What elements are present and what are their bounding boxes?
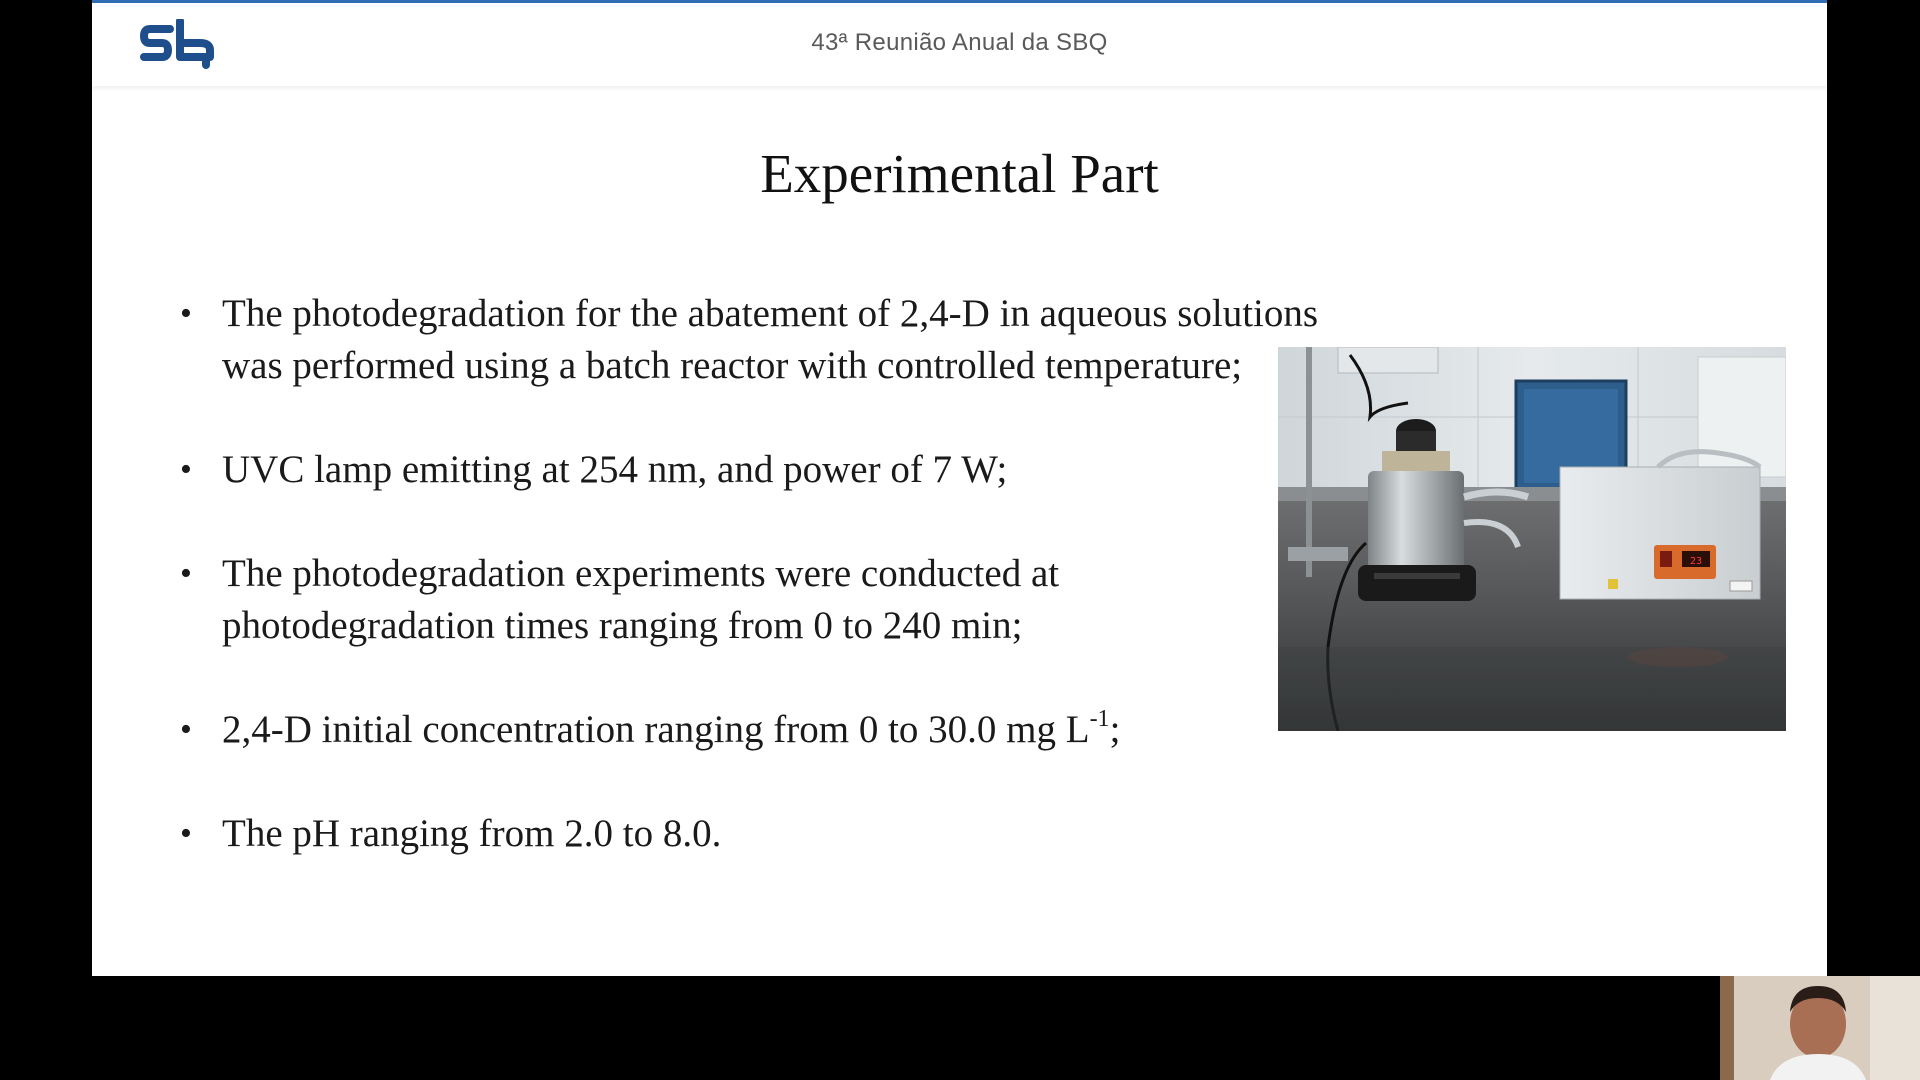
bullet-text-end: ; bbox=[1109, 708, 1121, 751]
conference-title: 43ª Reunião Anual da SBQ bbox=[811, 29, 1108, 56]
bullet-text: The pH ranging from 2.0 to 8.0. bbox=[222, 812, 722, 855]
bullet-text bbox=[222, 708, 1120, 751]
bullet-item bbox=[180, 288, 1340, 392]
slide-header bbox=[92, 0, 1827, 86]
bullet-item bbox=[180, 704, 1340, 756]
bullet-item bbox=[180, 548, 1340, 652]
unit-superscript: -1 bbox=[1089, 706, 1110, 732]
bullet-dot: • bbox=[180, 555, 192, 592]
reactor-photo-illustration bbox=[1278, 347, 1786, 731]
presenter-video-icon bbox=[1720, 976, 1920, 1080]
reactor-photo bbox=[1278, 347, 1786, 731]
bullet-text-main: 2,4-D initial concentration ranging from 0 to 30.0 mg L bbox=[222, 708, 1090, 751]
bullet-dot: • bbox=[180, 451, 192, 488]
bullet-dot: • bbox=[180, 815, 192, 852]
bath-display-reading: 23 bbox=[1689, 556, 1703, 567]
bullet-item bbox=[180, 808, 1340, 860]
bullet-item bbox=[180, 444, 1340, 496]
bullet-text: UVC lamp emitting at 254 nm, and power of 7 W; bbox=[222, 448, 1008, 491]
webcam-thumbnail bbox=[1720, 976, 1920, 1080]
bullet-dot: • bbox=[180, 711, 192, 748]
presentation-slide bbox=[92, 0, 1827, 976]
bullet-text: The photodegradation for the abatement of 2,4-D in aqueous solutions was performed using a batch reactor with controlled temperature; bbox=[222, 292, 1319, 387]
bullet-list bbox=[180, 288, 1340, 912]
slide-title: Experimental Part bbox=[760, 143, 1159, 204]
bullet-dot: • bbox=[180, 295, 192, 332]
bullet-text: The photodegradation experiments were conducted at photodegradation times ranging from 0 to 240 min; bbox=[222, 552, 1060, 647]
